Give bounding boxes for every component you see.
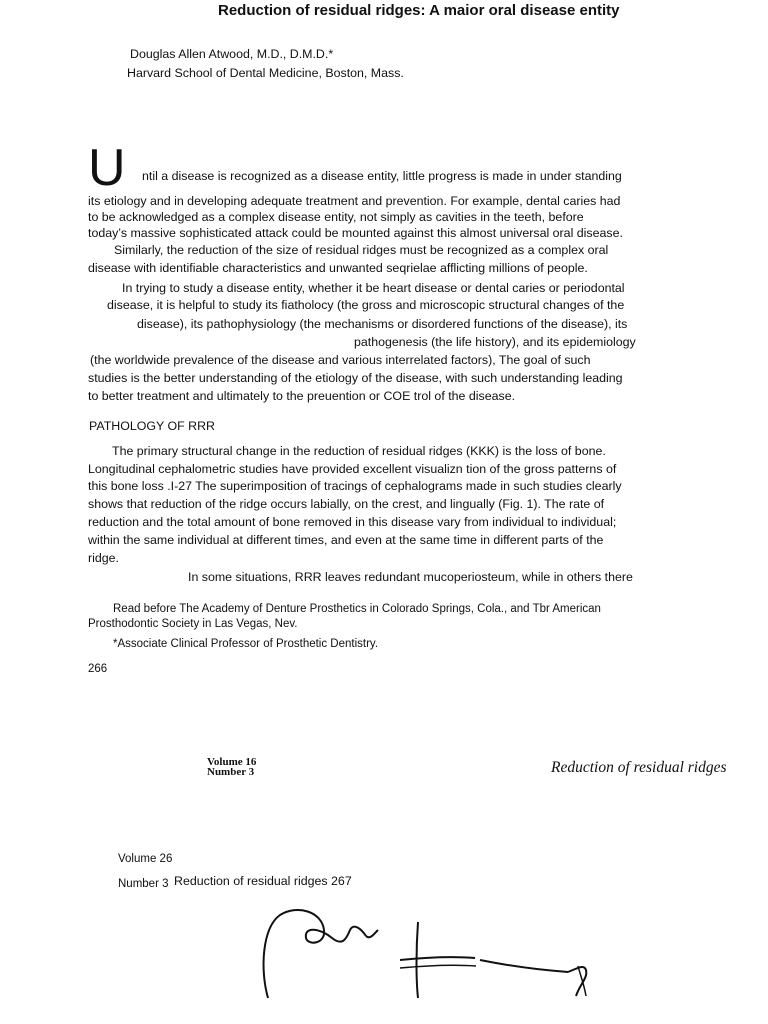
next-number: Number 3 xyxy=(118,878,169,890)
section-line-7: ridge. xyxy=(88,551,119,565)
footnote-read-before: Read before The Academy of Denture Prosthetics in Colorado Springs, Cola., and Tbr American xyxy=(113,603,601,615)
body-line-10: pathogenesis (the life history), and its epidemiology xyxy=(354,335,636,349)
article-title: Reduction of residual ridges: A maior oral disease entity xyxy=(218,2,620,19)
body-line-5: Similarly, the reduction of the size of residual ridges must be recognized as a complex oral xyxy=(114,243,609,257)
section-line-4: shows that reduction of the ridge occurs labially, on the crest, and lingually (Fig. 1). The rate of xyxy=(88,497,605,511)
scan-running-title: Reduction of residual ridges xyxy=(551,759,727,776)
section-line-5: reduction and the total amount of bone removed in this disease vary from individual to individual; xyxy=(88,515,617,529)
author-affiliation: Harvard School of Dental Medicine, Boston, Mass. xyxy=(127,66,404,80)
next-volume: Volume 26 xyxy=(118,853,173,865)
scan-number: Number 3 xyxy=(207,768,255,776)
section-line-3: this bone loss .I-27 The superimposition of tracings of cephalograms made in such studies clearly xyxy=(88,479,622,493)
body-line-6: disease with identifiable characteristics and unwanted seqrielae afflicting millions of people. xyxy=(88,261,588,275)
body-line-9: disease), its pathophysiology (the mechanisms or disordered functions of the disease), its xyxy=(137,317,628,331)
body-line-2: its etiology and in developing adequate treatment and prevention. For example, dental caries had xyxy=(88,194,621,208)
next-running-title: Reduction of residual ridges 267 xyxy=(174,874,352,888)
author-name: Douglas Allen Atwood, M.D., D.M.D.* xyxy=(130,47,334,61)
body-line-11: (the worldwide prevalence of the disease and various interrelated factors), The goal of such xyxy=(90,353,591,367)
drop-cap: U xyxy=(88,139,126,197)
body-line-12: studies is the better understanding of the etiology of the disease, with such understanding leading xyxy=(88,371,623,385)
body-line-8: disease, it is helpful to study its fiatholocy (the gross and microscopic structural changes of the xyxy=(107,298,625,312)
ridge-tracing-figure xyxy=(250,900,590,1000)
section-line-2: Longitudinal cephalometric studies have provided excellent visualizn tion of the gross patterns of xyxy=(88,462,617,476)
scan-volume: Volume 16 xyxy=(207,756,257,768)
footnote-associate: *Associate Clinical Professor of Prosthetic Dentistry. xyxy=(113,638,379,650)
section-line-8: In some situations, RRR leaves redundant mucoperiosteum, while in others there xyxy=(188,570,633,584)
section-heading: PATHOLOGY OF RRR xyxy=(89,419,215,433)
body-line-3: to be acknowledged as a complex disease entity, not simply as cavities in the teeth, before xyxy=(88,210,584,224)
section-line-6: within the same individual at different times, and even at the same time in different parts of the xyxy=(88,533,604,547)
footnote-read-before-cont: Prosthodontic Society in Las Vegas, Nev. xyxy=(88,618,298,630)
body-line-1: ntil a disease is recognized as a disease entity, little progress is made in under standing xyxy=(142,169,622,183)
body-line-13: to better treatment and ultimately to the preuention or COE trol of the disease. xyxy=(88,389,516,403)
page-number: 266 xyxy=(88,663,108,675)
section-line-1: The primary structural change in the reduction of residual ridges (KKK) is the loss of bone. xyxy=(112,444,606,458)
body-line-7: In trying to study a disease entity, whether it be heart disease or dental caries or periodontal xyxy=(122,281,625,295)
body-line-4: today’s massive sophisticated attack could be mounted against this almost universal oral disease. xyxy=(88,226,623,240)
